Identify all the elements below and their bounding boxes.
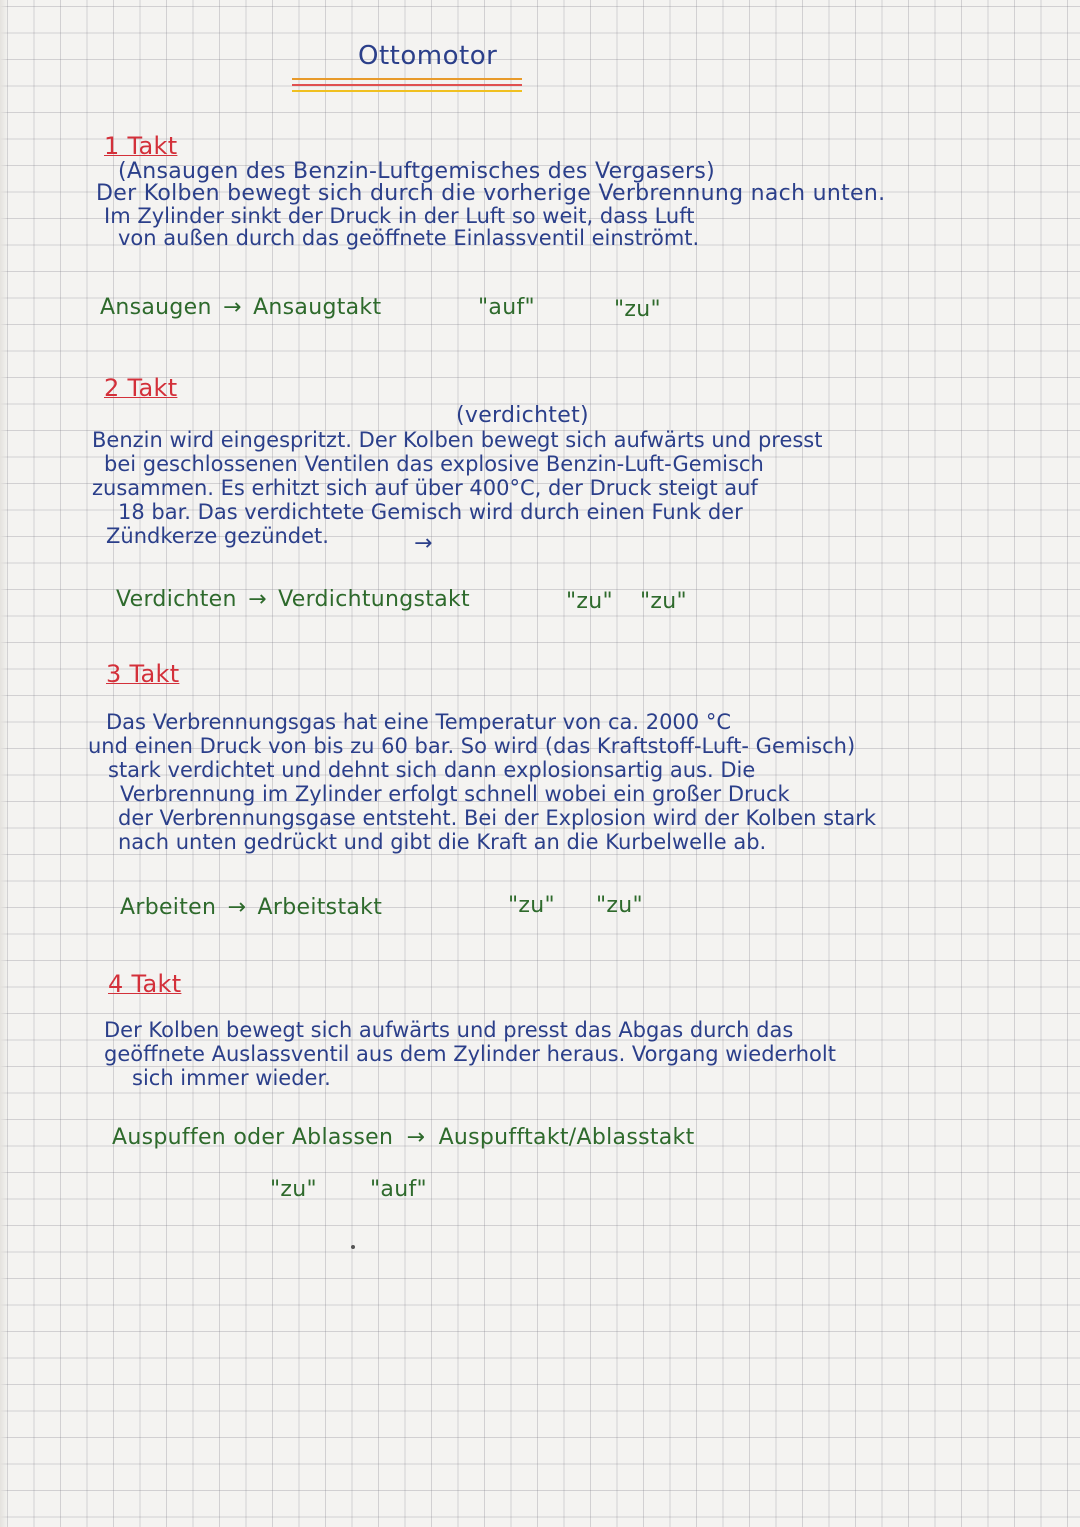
takt1-summary [100, 296, 381, 320]
takt1-text [96, 160, 885, 250]
arrow-icon: → [414, 531, 433, 556]
takt2-summary-right: Verdichtungstakt [278, 587, 470, 612]
takt1-valve-1: "auf" [478, 295, 535, 320]
takt2-valve-1: "zu" [566, 589, 613, 614]
takt4-valve-1: "zu" [270, 1177, 317, 1202]
takt3-summary-right: Arbeitstakt [257, 895, 383, 920]
takt3-line-6: nach unten gedrückt und gibt die Kraft an die Kurbelwelle ab. [118, 830, 767, 854]
takt2-line-4: 18 bar. Das verdichtete Gemisch wird durch einen Funk der [118, 500, 743, 524]
takt4-line-2: geöffnete Auslassventil aus dem Zylinder heraus. Vorgang wiederholt [104, 1042, 836, 1066]
takt4-heading: 4 Takt [108, 970, 182, 998]
takt3-summary-left: Arbeiten [120, 895, 217, 920]
takt1-valve-2: "zu" [614, 297, 661, 322]
takt4-valve-2: "auf" [370, 1177, 427, 1202]
takt3-line-3: stark verdichtet und dehnt sich dann explosionsartig aus. Die [108, 758, 756, 782]
takt2-summary-left: Verdichten [116, 587, 237, 612]
takt4-line-1: Der Kolben bewegt sich aufwärts und presst das Abgas durch das [104, 1018, 794, 1042]
takt1-heading: 1 Takt [104, 132, 178, 160]
takt2-line-5: Zündkerze gezündet. [106, 524, 329, 548]
takt2-line-3: zusammen. Es erhitzt sich auf über 400°C, der Druck steigt auf [92, 476, 758, 500]
takt1-line-2: Der Kolben bewegt sich durch die vorherige Verbrennung nach unten. [96, 181, 886, 206]
takt4-summary-right: Auspufftakt/Ablasstakt [438, 1125, 695, 1150]
takt4-text [104, 1018, 836, 1090]
takt1-line-4: von außen durch das geöffnete Einlassventil einströmt. [118, 226, 700, 250]
takt1-line-3: Im Zylinder sinkt der Druck in der Luft so weit, dass Luft [104, 204, 695, 228]
takt4-summary-left: Auspuffen oder Ablassen [112, 1125, 394, 1150]
page-title: Ottomotor [358, 41, 498, 71]
takt2-summary [116, 588, 470, 612]
takt3-line-1: Das Verbrennungsgas hat eine Temperatur von ca. 2000 °C [106, 710, 731, 734]
takt1-summary-right: Ansaugtakt [253, 295, 382, 320]
takt3-line-2: und einen Druck von bis zu 60 bar. So wird (das Kraftstoff-Luft- Gemisch) [88, 734, 856, 758]
arrow-icon: → [248, 587, 267, 612]
takt3-line-4: Verbrennung im Zylinder erfolgt schnell wobei ein großer Druck [120, 782, 790, 806]
arrow-icon: → [223, 295, 242, 320]
title-underline-orange [292, 78, 522, 80]
title-underline-red [292, 84, 522, 86]
takt1-line-1: (Ansaugen des Benzin-Luftgemisches des Vergasers) [118, 159, 716, 184]
page-edge [0, 0, 8, 1527]
takt2-heading: 2 Takt [104, 374, 178, 402]
takt3-text [88, 710, 876, 854]
takt2-valve-2: "zu" [640, 589, 687, 614]
takt3-valve-1: "zu" [508, 893, 555, 918]
takt2-text [92, 428, 822, 548]
takt3-summary [120, 896, 382, 920]
takt3-heading: 3 Takt [106, 660, 180, 688]
takt3-line-5: der Verbrennungsgase entsteht. Bei der Explosion wird der Kolben stark [118, 806, 876, 830]
takt3-valve-2: "zu" [596, 893, 643, 918]
takt2-note: (verdichtet) [456, 403, 589, 428]
takt1-summary-left: Ansaugen [100, 295, 212, 320]
takt4-line-3: sich immer wieder. [132, 1066, 331, 1090]
arrow-icon: → [406, 1125, 426, 1150]
arrow-icon: → [227, 895, 247, 920]
title-underline-yellow [292, 90, 522, 92]
takt2-line-1: Benzin wird eingespritzt. Der Kolben bewegt sich aufwärts und presst [92, 428, 823, 452]
ink-dot [351, 1245, 355, 1249]
takt2-line-2: bei geschlossenen Ventilen das explosive Benzin-Luft-Gemisch [104, 452, 764, 476]
takt4-summary [112, 1126, 695, 1150]
